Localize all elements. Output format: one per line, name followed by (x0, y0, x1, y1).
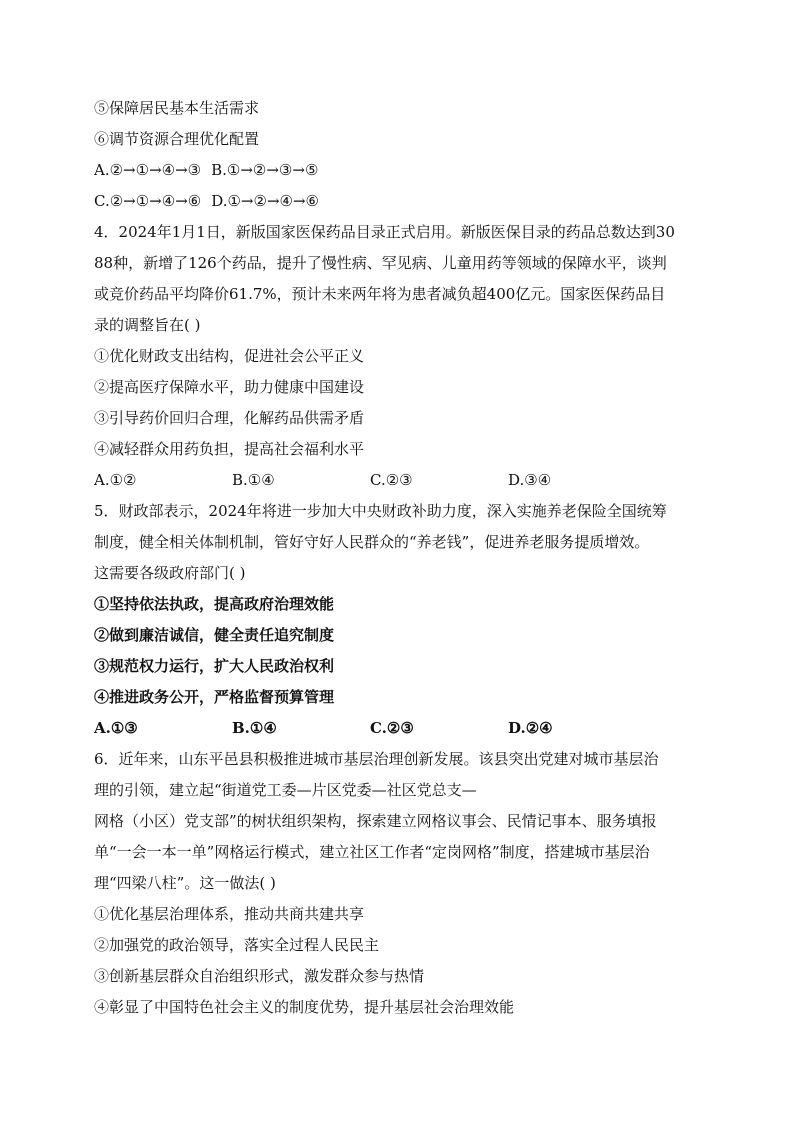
q4-item-1: ①优化财政支出结构，促进社会公平正义 (94, 347, 365, 365)
q6-item-1: ①优化基层治理体系，推动共商共建共享 (94, 905, 365, 923)
q4-item-2: ②提高医疗保障水平，助力健康中国建设 (94, 378, 365, 396)
q5-item-4: ④推进政务公开，严格监督预算管理 (94, 688, 335, 706)
prev-item-6: ⑥调节资源合理优化配置 (94, 130, 260, 148)
question-5 (94, 496, 704, 744)
prev-options-row1 (94, 155, 704, 186)
prev-option-d[interactable]: D.①→②→④→⑥ (211, 192, 319, 210)
q5-stem-line-3: 这需要各级政府部门( ) (94, 564, 246, 582)
q5-item-1: ①坚持依法执政，提高政府治理效能 (94, 595, 335, 613)
q6-item-3: ③创新基层群众自治组织形式，激发群众参与热情 (94, 967, 425, 985)
q4-item-4: ④减轻群众用药负担，提高社会福利水平 (94, 440, 365, 458)
q5-option-a[interactable]: A.①③ (94, 719, 138, 737)
question-6 (94, 744, 704, 1023)
q5-item-2: ②做到廉洁诚信，健全责任追究制度 (94, 626, 335, 644)
document-page (94, 93, 704, 1023)
q4-stem-line-4: 录的调整旨在( ) (94, 316, 201, 334)
q4-stem-line-2: 88种，新增了126个药品，提升了慢性病、罕见病、儿童用药等领域的保障水平，谈判 (94, 254, 667, 272)
q4-option-d[interactable]: D.③④ (508, 471, 552, 489)
q5-stem-line-1: 5．财政部表示，2024年将进一步加大中央财政补助力度，深入实施养老保险全国统筹 (94, 502, 667, 520)
q5-stem-line-2: 制度，健全相关体制机制，管好守好人民群众的“养老钱”，促进养老服务提质增效。 (94, 533, 650, 551)
q4-option-c[interactable]: C.②③ (370, 471, 413, 489)
q4-stem-line-1: 4．2024年1月1日，新版国家医保药品目录正式启用。新版医保目录的药品总数达到30 (94, 223, 675, 241)
prev-option-b[interactable]: B.①→②→③→⑤ (211, 161, 319, 179)
q5-item-3: ③规范权力运行，扩大人民政治权利 (94, 657, 335, 675)
q6-stem-line-3: 网格（小区）党支部”的树状组织架构，探索建立网格议事会、民情记事本、服务填报 (94, 812, 657, 830)
q4-stem-line-3: 或竞价药品平均降价61.7%，预计未来两年将为患者减负超400亿元。国家医保药品目 (94, 285, 666, 303)
q4-options (94, 465, 704, 496)
q4-option-a[interactable]: A.①② (94, 471, 137, 489)
q4-option-b[interactable]: B.①④ (232, 471, 275, 489)
q4-item-3: ③引导药价回归合理，化解药品供需矛盾 (94, 409, 365, 427)
q6-item-4: ④彰显了中国特色社会主义的制度优势，提升基层社会治理效能 (94, 998, 515, 1016)
q5-option-b[interactable]: B.①④ (232, 719, 277, 737)
question-4 (94, 217, 704, 496)
q5-option-d[interactable]: D.②④ (508, 719, 553, 737)
prev-options-row2 (94, 186, 704, 217)
q6-stem-line-4: 单“一会一本一单”网格运行模式，建立社区工作者“定岗网格”制度，搭建城市基层治 (94, 843, 650, 861)
prev-item-5: ⑤保障居民基本生活需求 (94, 99, 260, 117)
prev-option-c[interactable]: C.②→①→④→⑥ (94, 192, 202, 210)
q6-stem-line-5: 理“四梁八柱”。这一做法( ) (94, 874, 276, 892)
prev-option-a[interactable]: A.②→①→④→③ (94, 161, 202, 179)
q6-item-2: ②加强党的政治领导，落实全过程人民民主 (94, 936, 380, 954)
q5-option-c[interactable]: C.②③ (370, 719, 414, 737)
q6-stem-line-2: 理的引领，建立起“街道党工委—片区党委—社区党总支— (94, 781, 477, 799)
q5-options (94, 713, 704, 744)
q6-stem-line-1: 6．近年来，山东平邑县积极推进城市基层治理创新发展。该县突出党建对城市基层治 (94, 750, 659, 768)
